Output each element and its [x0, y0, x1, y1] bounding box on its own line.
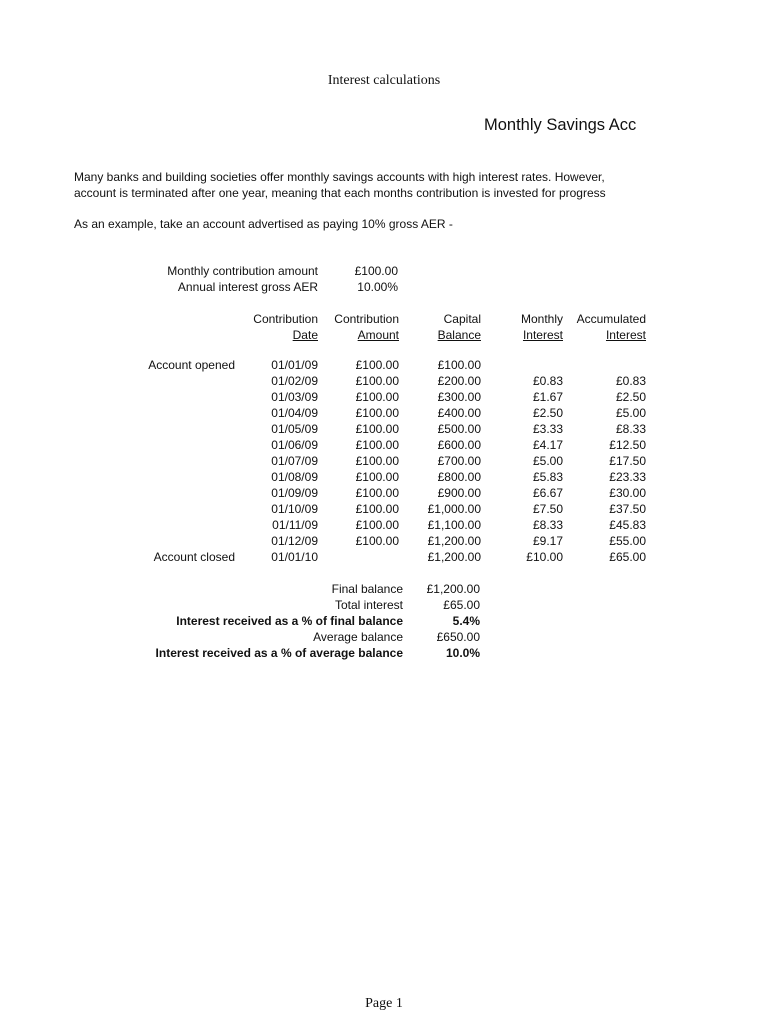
- contribution-amount: £100.00: [355, 406, 399, 420]
- accumulated-interest: £37.50: [609, 502, 646, 516]
- table-header-row: [74, 311, 646, 327]
- capital-balance: £700.00: [437, 454, 481, 468]
- contribution-amount: £100.00: [355, 438, 399, 452]
- summary-row: [74, 597, 485, 613]
- row-event-label: [74, 469, 235, 485]
- table-row: [74, 533, 646, 549]
- intro-line-1: Many banks and building societies offer monthly savings accounts with high interest rates. However,: [74, 170, 605, 184]
- capital-balance: £1,200.00: [427, 534, 481, 548]
- summary-label: Interest received as a % of average balance: [155, 646, 403, 660]
- parameter-label: Monthly contribution amount: [167, 264, 318, 278]
- monthly-interest: £6.67: [532, 486, 563, 500]
- monthly-interest: £1.67: [532, 390, 563, 404]
- table-row: [74, 389, 646, 405]
- intro-line-2: account is terminated after one year, meaning that each months contribution is invested for progress: [74, 186, 606, 200]
- summary-row: [74, 613, 485, 629]
- row-event-label: [74, 437, 235, 453]
- column-header: Date: [292, 328, 318, 342]
- accumulated-interest: £12.50: [609, 438, 646, 452]
- contribution-amount: £100.00: [355, 374, 399, 388]
- table-row: [74, 357, 646, 373]
- capital-balance: £600.00: [437, 438, 481, 452]
- column-header: Balance: [437, 328, 481, 342]
- contribution-amount: £100.00: [355, 486, 399, 500]
- example-text: As an example, take an account advertised as paying 10% gross AER -: [74, 217, 453, 231]
- monthly-interest: £7.50: [532, 502, 563, 516]
- column-header: Interest: [605, 328, 646, 342]
- document-title: Monthly Savings Acc: [484, 116, 637, 134]
- summary-table: [74, 581, 485, 661]
- accumulated-interest: [563, 357, 646, 373]
- contribution-amount: £100.00: [355, 518, 399, 532]
- column-header: Monthly: [520, 312, 563, 326]
- row-event-label: [74, 517, 235, 533]
- capital-balance: £200.00: [437, 374, 481, 388]
- contribution-amount: [318, 549, 399, 565]
- monthly-interest: [481, 357, 563, 373]
- column-header: Amount: [357, 328, 399, 342]
- table-row: [74, 517, 646, 533]
- contribution-amount: £100.00: [355, 470, 399, 484]
- accumulated-interest: £17.50: [609, 454, 646, 468]
- summary-row: [74, 629, 485, 645]
- row-event-label: [74, 405, 235, 421]
- parameter-value: £100.00: [354, 264, 398, 278]
- contribution-date: 01/02/09: [271, 374, 318, 388]
- page-footer: Page 1: [365, 996, 403, 1011]
- table-row: [74, 373, 646, 389]
- monthly-interest: £0.83: [532, 374, 563, 388]
- table-body: [74, 357, 646, 565]
- row-event-label: [74, 501, 235, 517]
- contribution-date: 01/07/09: [271, 454, 318, 468]
- accumulated-interest: £0.83: [615, 374, 646, 388]
- row-event-label: [74, 485, 235, 501]
- capital-balance: £1,200.00: [427, 550, 481, 564]
- monthly-interest: £10.00: [526, 550, 563, 564]
- column-header: Capital: [443, 312, 481, 326]
- row-event-label: Account closed: [153, 550, 235, 564]
- contribution-amount: £100.00: [355, 390, 399, 404]
- row-event-label: [74, 453, 235, 469]
- contribution-amount: £100.00: [355, 454, 399, 468]
- capital-balance: £1,100.00: [427, 518, 481, 532]
- monthly-interest: £2.50: [532, 406, 563, 420]
- parameters-table: [74, 263, 404, 295]
- parameter-row: [74, 263, 404, 279]
- summary-label: Total interest: [334, 598, 403, 612]
- accumulated-interest: £45.83: [609, 518, 646, 532]
- table-header-row: [74, 327, 646, 343]
- summary-row: [74, 645, 485, 661]
- row-event-label: [74, 373, 235, 389]
- monthly-interest: £5.83: [532, 470, 563, 484]
- monthly-interest: £8.33: [532, 518, 563, 532]
- contribution-amount: £100.00: [355, 502, 399, 516]
- summary-value: £65.00: [443, 598, 480, 612]
- capital-balance: £400.00: [437, 406, 481, 420]
- capital-balance: £900.00: [437, 486, 481, 500]
- table-row: [74, 469, 646, 485]
- contribution-date: 01/12/09: [271, 534, 318, 548]
- interest-table: [74, 311, 646, 565]
- monthly-interest: £4.17: [532, 438, 563, 452]
- accumulated-interest: £23.33: [609, 470, 646, 484]
- summary-value: £650.00: [436, 630, 480, 644]
- summary-body: [74, 581, 485, 661]
- monthly-interest: £3.33: [532, 422, 563, 436]
- contribution-date: 01/05/09: [271, 422, 318, 436]
- page-header: Interest calculations: [327, 73, 441, 88]
- summary-label: Interest received as a % of final balance: [176, 614, 403, 628]
- row-event-label: Account opened: [148, 358, 235, 372]
- contribution-date: 01/11/09: [272, 518, 318, 532]
- capital-balance: £800.00: [437, 470, 481, 484]
- contribution-amount: £100.00: [355, 358, 399, 372]
- parameter-label: Annual interest gross AER: [177, 280, 318, 294]
- contribution-date: 01/08/09: [271, 470, 318, 484]
- accumulated-interest: £8.33: [615, 422, 646, 436]
- table-row: [74, 453, 646, 469]
- capital-balance: £1,000.00: [427, 502, 481, 516]
- accumulated-interest: £30.00: [609, 486, 646, 500]
- summary-row: [74, 581, 485, 597]
- summary-value: 10.0%: [445, 646, 480, 660]
- capital-balance: £300.00: [437, 390, 481, 404]
- accumulated-interest: £5.00: [615, 406, 646, 420]
- table-row: [74, 485, 646, 501]
- accumulated-interest: £2.50: [615, 390, 646, 404]
- contribution-date: 01/04/09: [271, 406, 318, 420]
- table-row: [74, 437, 646, 453]
- parameter-row: [74, 279, 404, 295]
- table-row: [74, 549, 646, 565]
- intro-paragraph: [74, 169, 646, 201]
- summary-label: Average balance: [313, 630, 403, 644]
- column-header: Contribution: [253, 312, 318, 326]
- accumulated-interest: £55.00: [609, 534, 646, 548]
- contribution-date: 01/09/09: [271, 486, 318, 500]
- contribution-amount: £100.00: [355, 422, 399, 436]
- accumulated-interest: £65.00: [609, 550, 646, 564]
- contribution-date: 01/06/09: [271, 438, 318, 452]
- capital-balance: £100.00: [437, 358, 481, 372]
- contribution-date: 01/01/10: [271, 550, 318, 564]
- table-row: [74, 501, 646, 517]
- row-event-label: [74, 533, 235, 549]
- contribution-date: 01/01/09: [271, 358, 318, 372]
- row-event-label: [74, 389, 235, 405]
- contribution-amount: £100.00: [355, 534, 399, 548]
- table-row: [74, 421, 646, 437]
- monthly-interest: £9.17: [532, 534, 563, 548]
- summary-label: Final balance: [331, 582, 403, 596]
- table-row: [74, 405, 646, 421]
- column-header: Interest: [522, 328, 563, 342]
- monthly-interest: £5.00: [532, 454, 563, 468]
- contribution-date: 01/03/09: [271, 390, 318, 404]
- contribution-date: 01/10/09: [271, 502, 318, 516]
- parameter-value: 10.00%: [357, 280, 398, 294]
- summary-value: 5.4%: [452, 614, 480, 628]
- capital-balance: £500.00: [437, 422, 481, 436]
- column-header: Contribution: [334, 312, 399, 326]
- row-event-label: [74, 421, 235, 437]
- summary-value: £1,200.00: [426, 582, 480, 596]
- column-header: Accumulated: [576, 312, 646, 326]
